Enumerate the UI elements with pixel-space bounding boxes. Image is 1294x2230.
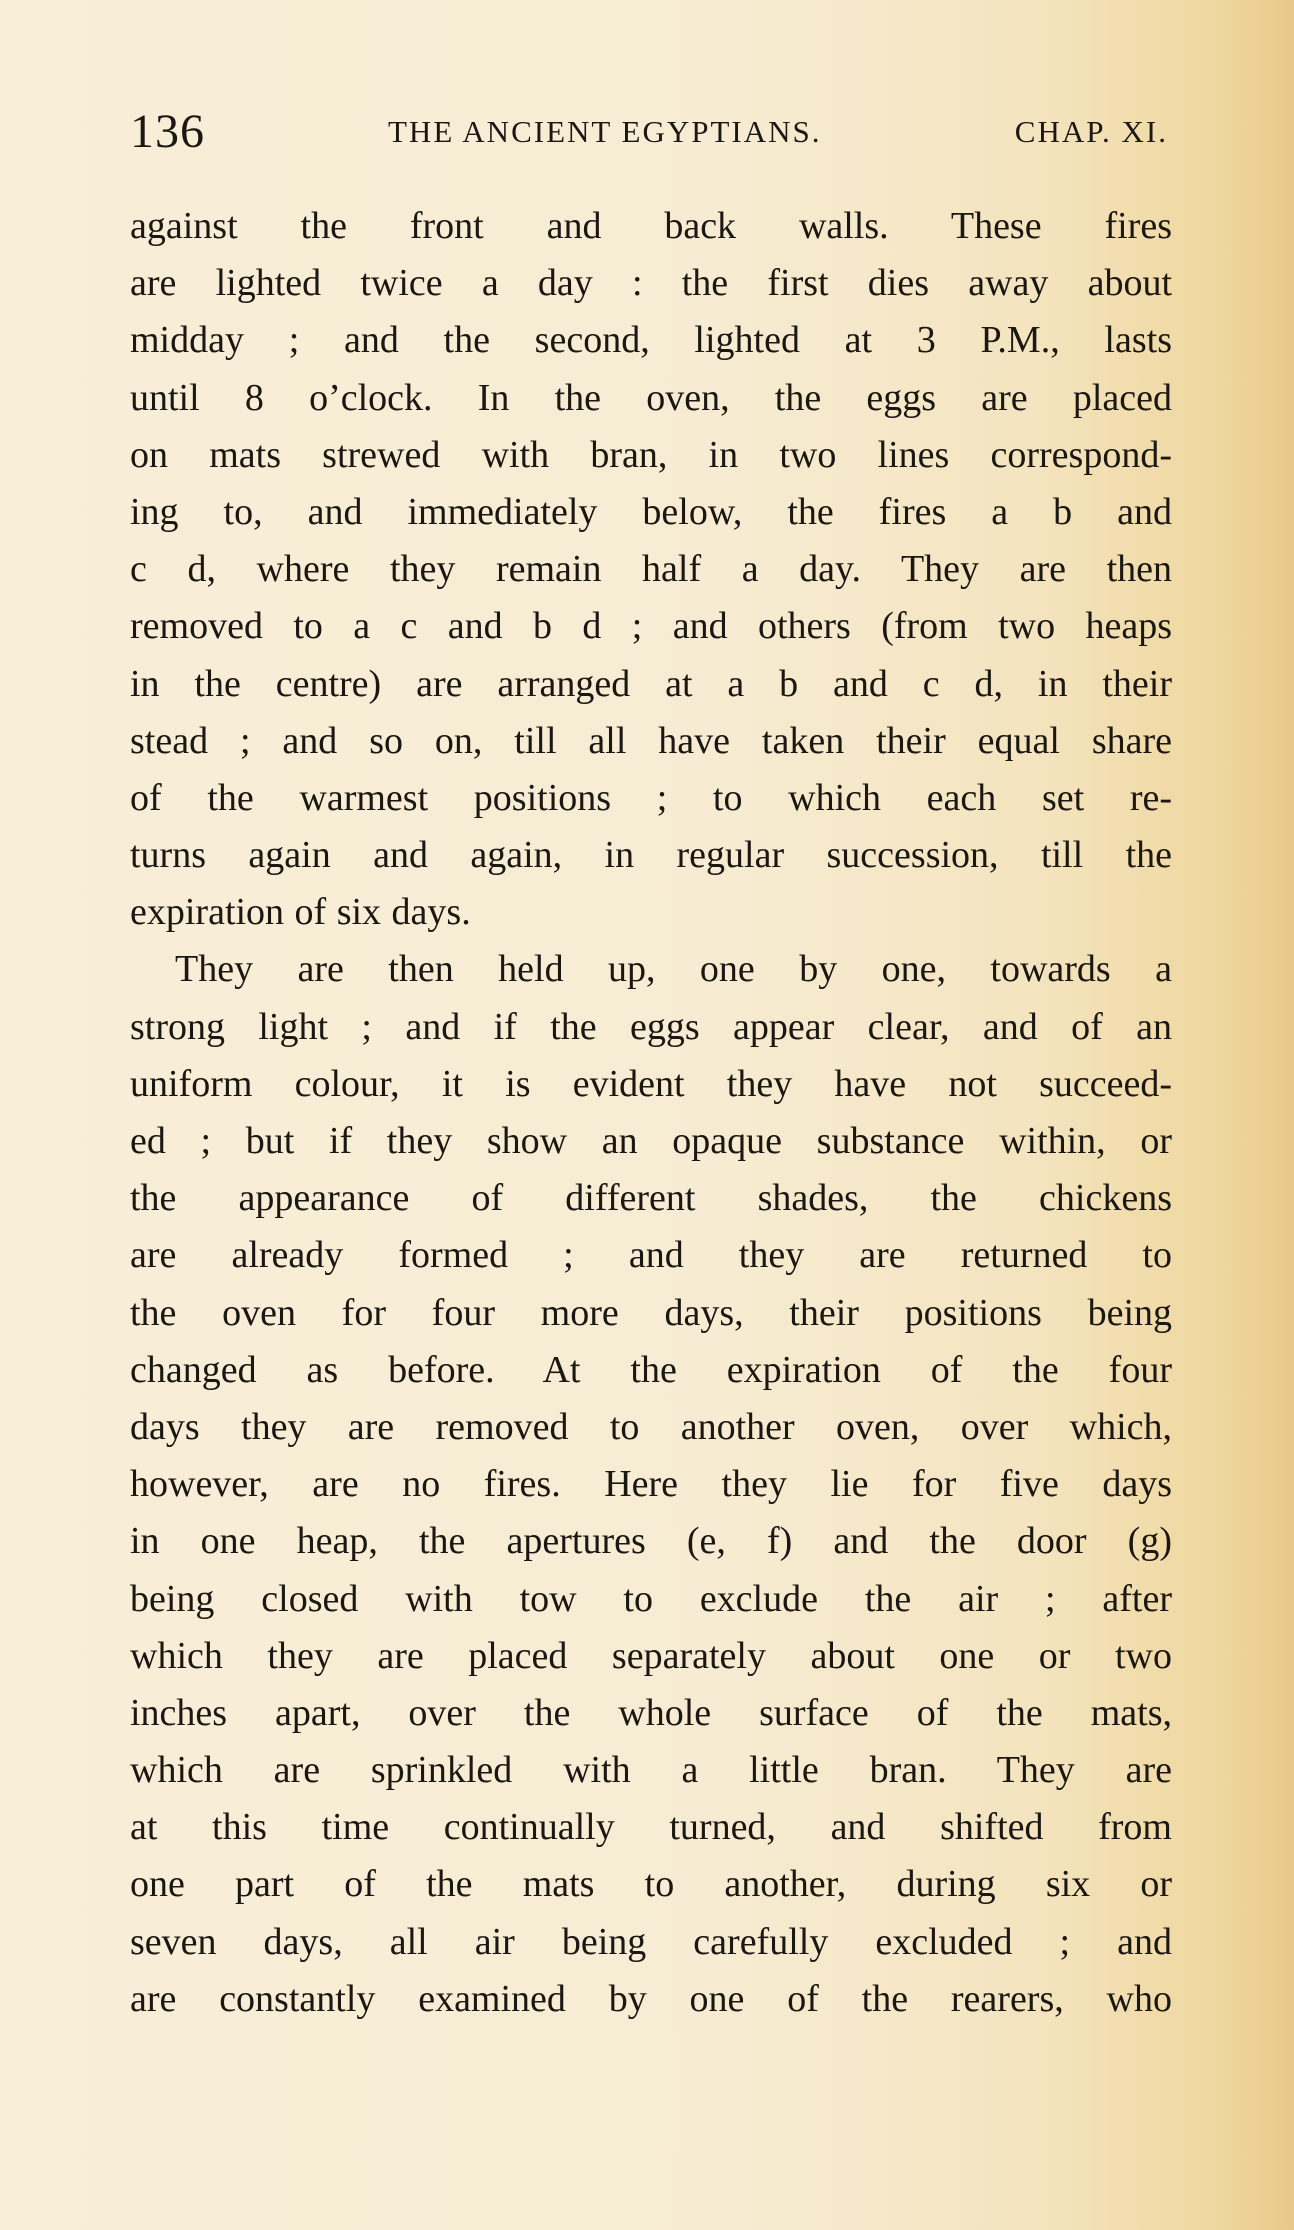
text-line: are lighted twice a day : the first dies away about	[130, 262, 1172, 305]
text-line: ing to, and immediately below, the fires a b and	[130, 490, 1172, 533]
text-line: strong light ; and if the eggs appear clear, and of an	[130, 1005, 1172, 1048]
text-line: being closed with tow to exclude the air ; after	[130, 1577, 1172, 1620]
text-line: however, are no fires. Here they lie for five days	[130, 1463, 1172, 1506]
text-line: until 8 o’clock. In the oven, the eggs are placed	[130, 376, 1172, 419]
page-header	[130, 104, 1180, 160]
text-line: on mats strewed with bran, in two lines correspond-	[130, 433, 1172, 476]
text-line: the appearance of different shades, the chickens	[130, 1177, 1172, 1220]
paragraph-start-line: They are then held up, one by one, towards a	[175, 948, 1172, 991]
text-line: seven days, all air being carefully excluded ; and	[130, 1920, 1172, 1963]
page-number: 136	[130, 105, 205, 158]
text-line: which they are placed separately about one or two	[130, 1634, 1172, 1677]
text-line: are already formed ; and they are returned to	[130, 1234, 1172, 1277]
text-line: removed to a c and b d ; and others (from two heaps	[130, 605, 1172, 648]
chapter-label: CHAP. XI.	[1014, 114, 1168, 149]
body-text	[130, 198, 1172, 2028]
text-line: in the centre) are arranged at a b and c d, in their	[130, 662, 1172, 705]
text-line: uniform colour, it is evident they have not succeed-	[130, 1062, 1172, 1105]
running-title: THE ANCIENT EGYPTIANS.	[388, 114, 822, 149]
text-line: turns again and again, in regular succession, till the	[130, 834, 1172, 877]
text-line: the oven for four more days, their positions being	[130, 1291, 1172, 1334]
text-line: in one heap, the apertures (e, f) and the door (g)	[130, 1520, 1172, 1563]
text-line: c d, where they remain half a day. They are then	[130, 548, 1172, 591]
text-line: of the warmest positions ; to which each set re-	[130, 776, 1172, 819]
text-line: ed ; but if they show an opaque substance within, or	[130, 1120, 1172, 1162]
text-line: which are sprinkled with a little bran. They are	[130, 1749, 1172, 1792]
text-line: at this time continually turned, and shifted from	[130, 1806, 1172, 1849]
text-line: inches apart, over the whole surface of the mats,	[130, 1691, 1172, 1734]
text-line: days they are removed to another oven, over which,	[130, 1405, 1172, 1448]
text-line: are constantly examined by one of the rearers, who	[130, 1977, 1172, 2020]
text-line: changed as before. At the expiration of the four	[130, 1348, 1172, 1391]
text-line: against the front and back walls. These fires	[130, 205, 1172, 247]
text-line: one part of the mats to another, during six or	[130, 1863, 1172, 1906]
text-line: expiration of six days.	[130, 891, 471, 934]
text-line: stead ; and so on, till all have taken their equal share	[130, 719, 1172, 762]
text-line: midday ; and the second, lighted at 3 P.M., lasts	[130, 319, 1172, 362]
